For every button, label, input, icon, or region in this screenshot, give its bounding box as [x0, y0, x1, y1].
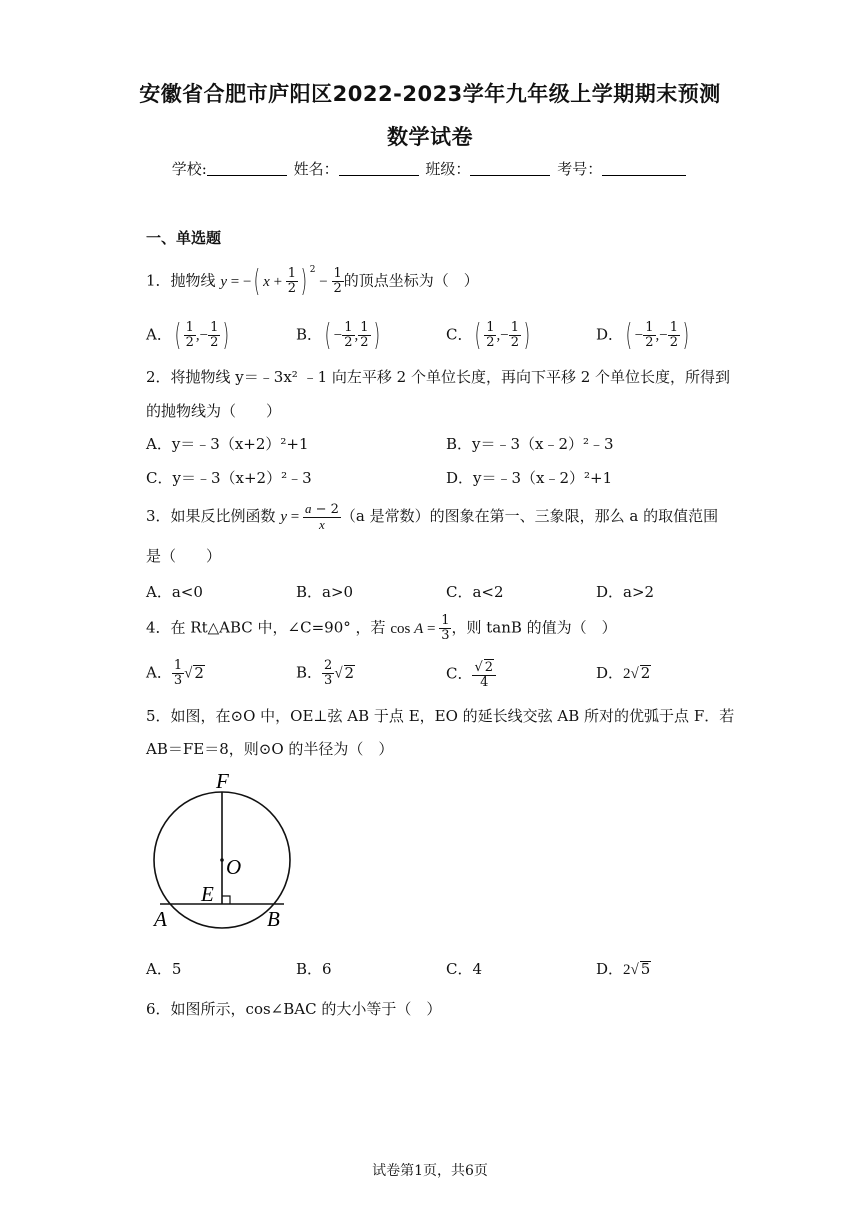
option-label: D．: [596, 664, 624, 682]
option-label: D．: [596, 325, 624, 344]
label-e: E: [201, 882, 214, 906]
question-1: [146, 264, 479, 299]
q3-option-b[interactable]: B．a>0: [296, 583, 354, 601]
q2-option-b[interactable]: B．y＝﹣3（x﹣2）²﹣3: [446, 435, 614, 453]
option-label: B．: [296, 663, 323, 682]
section-title: 一、单选题: [146, 229, 222, 247]
q2-line1: 2．将抛物线 y＝﹣3x² ﹣1 向左平移 2 个单位长度，再向下平移 2 个单位长度，所得到: [146, 368, 731, 386]
q2-option-a[interactable]: A．y＝﹣3（x+2）²+1: [146, 435, 309, 453]
q4-option-c[interactable]: C． $\frac{√ 2}{4}$: [446, 659, 496, 690]
page-footer: 试卷第1页，共6页: [372, 1163, 488, 1179]
q1-option-b[interactable]: B．( − $\frac{1}{2}$ , $\frac{1}{2}$ ): [296, 318, 380, 353]
q1-number: 1．: [146, 271, 171, 290]
school-label: 学校:: [171, 160, 207, 178]
option-label: D．: [596, 960, 624, 978]
q5-line2: AB＝FE＝8，则⊙O 的半径为（ ）: [146, 740, 394, 758]
q5-option-a[interactable]: A．5: [146, 960, 182, 978]
q1-formula: y = −( x + $\frac{1}{2}$ ) $^2$ − $\frac{1}{2}$: [220, 264, 342, 299]
option-label: A．: [146, 663, 172, 682]
q5-option-b[interactable]: B．6: [296, 960, 332, 978]
q4-option-d[interactable]: D．2√ 2: [596, 664, 651, 682]
circle-figure: [146, 768, 316, 933]
option-label: C．: [446, 325, 473, 344]
q3-suffix: （a 是常数）的图象在第一、三象限，那么 a 的取值范围: [340, 507, 719, 525]
q2-option-c[interactable]: C．y＝﹣3（x+2）²﹣3: [146, 469, 312, 487]
q5-line1: 5．如图，在⊙O 中，OE⊥弦 AB 于点 E，EO 的延长线交弦 AB 所对的优弧于点 F．若: [146, 707, 735, 725]
q3-option-c[interactable]: C．a<2: [446, 583, 504, 601]
q3-formula: y = $\frac{a - 2}{x}$: [280, 501, 339, 532]
school-blank[interactable]: [207, 161, 287, 176]
class-label: 班级：: [425, 160, 471, 178]
right-angle-mark: [222, 896, 230, 904]
q5-option-c[interactable]: C．4: [446, 960, 483, 978]
page-subtitle: 数学试卷: [387, 125, 473, 149]
exam-no-label: 考号：: [557, 160, 603, 178]
page-title: 安徽省合肥市庐阳区2022-2023学年九年级上学期期末预测: [139, 82, 721, 106]
q4-prefix: 4．在 Rt△ABC 中，∠C=90° ，若: [146, 618, 386, 637]
name-label: 姓名：: [293, 160, 339, 178]
q5-option-d[interactable]: D．2√ 5: [596, 960, 651, 978]
option-label: C．: [446, 664, 473, 683]
q1-suffix: 的顶点坐标为（ ）: [343, 271, 479, 290]
question-6: 6．如图所示，cos∠BAC 的大小等于（ ）: [146, 1000, 442, 1018]
q3-prefix: 3．如果反比例函数: [146, 507, 276, 525]
question-4: [146, 614, 617, 643]
q4-option-a[interactable]: A． $\frac{1}{3}$ √ 2: [146, 658, 204, 688]
q1-option-a[interactable]: A．( $\frac{1}{2}$ ,− $\frac{1}{2}$ ): [146, 318, 230, 353]
q4-option-b[interactable]: B． $\frac{2}{3}$ √ 2: [296, 658, 355, 688]
q2-option-d[interactable]: D．y＝﹣3（x﹣2）²+1: [446, 469, 613, 487]
q4-formula: cos A = $\frac{1}{3}$: [390, 613, 450, 643]
q3-option-d[interactable]: D．a>2: [596, 583, 655, 601]
option-label: B．: [296, 325, 323, 344]
q1-option-c[interactable]: C．( $\frac{1}{2}$ ,− $\frac{1}{2}$ ): [446, 318, 531, 353]
q3-line2: 是（ ）: [146, 547, 222, 565]
class-blank[interactable]: [470, 161, 550, 176]
option-label: A．: [146, 325, 172, 344]
q1-prefix: 抛物线: [170, 271, 216, 290]
name-blank[interactable]: [339, 161, 419, 176]
center-dot: [220, 858, 224, 862]
q2-line2: 的抛物线为（ ）: [146, 402, 282, 420]
q3-option-a[interactable]: A．a<0: [146, 583, 203, 601]
label-o: O: [226, 855, 242, 879]
q4-suffix: ，则 tanB 的值为（ ）: [451, 618, 617, 637]
label-a: A: [154, 907, 167, 931]
question-3: [146, 502, 718, 532]
student-info-line: [0, 158, 860, 179]
exam-no-blank[interactable]: [602, 161, 686, 176]
q1-option-d[interactable]: D．( − $\frac{1}{2}$ ,− $\frac{1}{2}$ ): [596, 318, 690, 353]
label-f: F: [216, 769, 229, 793]
label-b: B: [267, 907, 280, 931]
